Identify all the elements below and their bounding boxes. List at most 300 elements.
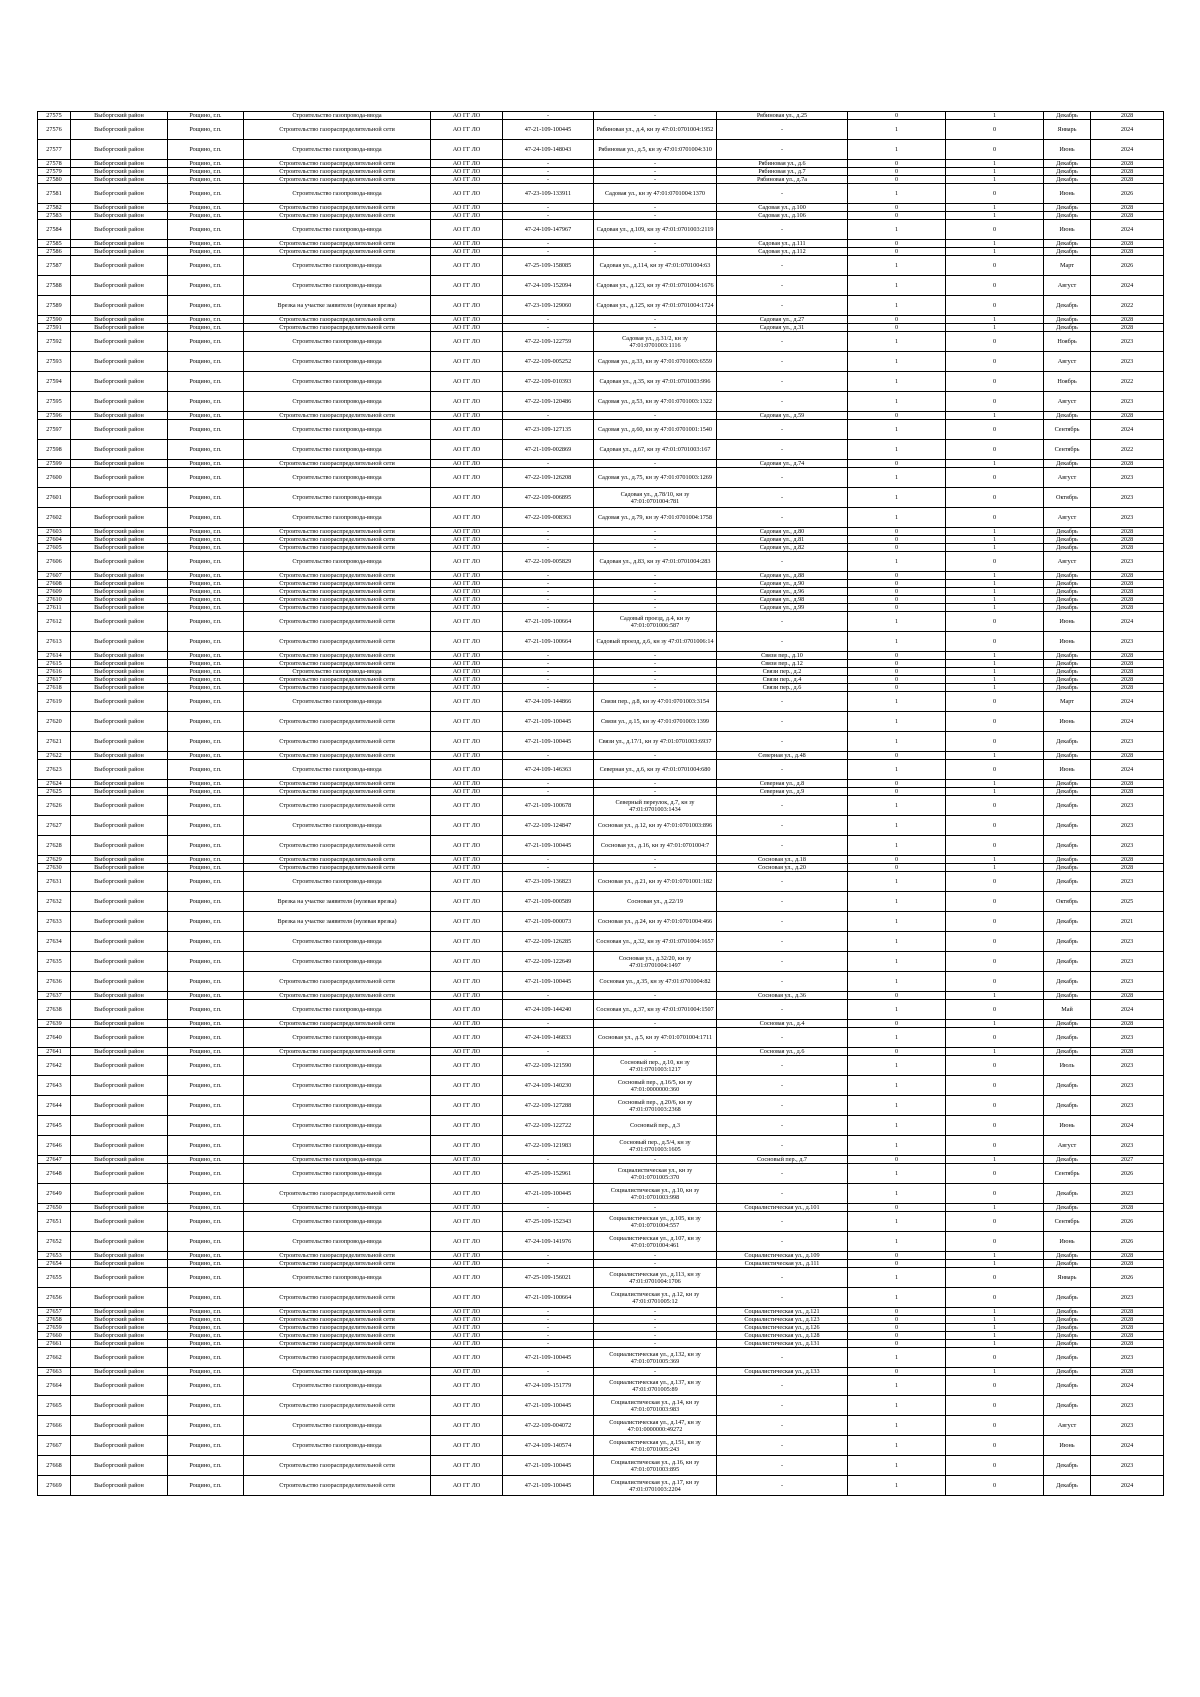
cell-month: Декабрь <box>1044 660 1091 668</box>
cell-district: Выборгский район <box>71 1096 168 1116</box>
cell-row-number: 27602 <box>38 508 71 528</box>
cell-row-number: 27591 <box>38 324 71 332</box>
table-row <box>38 752 1164 760</box>
cell-row-number: 27583 <box>38 212 71 220</box>
table-row <box>38 240 1164 248</box>
cell-district: Выборгский район <box>71 596 168 604</box>
cell-row-number: 27623 <box>38 760 71 780</box>
cell-request-number: - <box>503 1252 594 1260</box>
cell-district: Выборгский район <box>71 604 168 612</box>
cell-request-number: - <box>503 1156 594 1164</box>
cell-month: Октябрь <box>1044 892 1091 912</box>
cell-count-a: 1 <box>848 796 946 816</box>
cell-settlement: Рощино, г.п. <box>168 392 244 412</box>
cell-organization: АО ГГ ЛО <box>431 712 503 732</box>
cell-count-a: 1 <box>848 760 946 780</box>
cell-organization: АО ГГ ЛО <box>431 580 503 588</box>
cell-work-type: Строительство газопровода-ввода <box>244 1056 431 1076</box>
cell-count-a: 0 <box>848 412 946 420</box>
cell-district: Выборгский район <box>71 632 168 652</box>
table-row <box>38 1116 1164 1136</box>
cell-month: Июнь <box>1044 612 1091 632</box>
table-body <box>38 112 1164 1496</box>
cell-object-address: Северная ул., д.9 <box>717 788 848 796</box>
cell-applicant-address: Садовый проезд, д.4, кн зу 47:01:0701006:587 <box>594 612 717 632</box>
cell-object-address: - <box>717 912 848 932</box>
cell-request-number: 47-24-109-140574 <box>503 1436 594 1456</box>
cell-row-number: 27624 <box>38 780 71 788</box>
cell-request-number: 47-24-109-144240 <box>503 1000 594 1020</box>
cell-row-number: 27625 <box>38 788 71 796</box>
cell-work-type: Строительство газораспределительной сети <box>244 544 431 552</box>
cell-request-number: - <box>503 652 594 660</box>
cell-count-a: 1 <box>848 1376 946 1396</box>
cell-count-a: 1 <box>848 296 946 316</box>
cell-object-address: - <box>717 732 848 752</box>
cell-object-address: - <box>717 1232 848 1252</box>
cell-year: 2024 <box>1091 140 1164 160</box>
cell-object-address: Садовая ул., д.112 <box>717 248 848 256</box>
cell-settlement: Рощино, г.п. <box>168 324 244 332</box>
cell-request-number: - <box>503 1368 594 1376</box>
cell-district: Выборгский район <box>71 316 168 324</box>
cell-work-type: Строительство газораспределительной сети <box>244 324 431 332</box>
cell-organization: АО ГГ ЛО <box>431 220 503 240</box>
cell-organization: АО ГГ ЛО <box>431 176 503 184</box>
cell-district: Выборгский район <box>71 752 168 760</box>
cell-count-a: 0 <box>848 168 946 176</box>
cell-request-number: - <box>503 788 594 796</box>
cell-count-a: 0 <box>848 668 946 676</box>
table-row <box>38 676 1164 684</box>
cell-district: Выборгский район <box>71 508 168 528</box>
cell-district: Выборгский район <box>71 332 168 352</box>
cell-count-a: 0 <box>848 544 946 552</box>
cell-month: Июнь <box>1044 1116 1091 1136</box>
cell-applicant-address: Социалистическая ул., д.113, кн зу 47:01:0701004:1706 <box>594 1268 717 1288</box>
cell-count-a: 0 <box>848 588 946 596</box>
cell-request-number: - <box>503 528 594 536</box>
cell-district: Выборгский район <box>71 352 168 372</box>
cell-district: Выборгский район <box>71 1136 168 1156</box>
cell-year: 2028 <box>1091 1020 1164 1028</box>
cell-settlement: Рощино, г.п. <box>168 1204 244 1212</box>
cell-applicant-address: Сосновая ул., д.21, кн зу 47:01:0701001:182 <box>594 872 717 892</box>
cell-count-a: 1 <box>848 1436 946 1456</box>
cell-year: 2028 <box>1091 544 1164 552</box>
cell-object-address: - <box>717 372 848 392</box>
cell-count-a: 1 <box>848 372 946 392</box>
cell-row-number: 27598 <box>38 440 71 460</box>
cell-applicant-address: - <box>594 168 717 176</box>
cell-settlement: Рощино, г.п. <box>168 732 244 752</box>
cell-row-number: 27585 <box>38 240 71 248</box>
cell-district: Выборгский район <box>71 1340 168 1348</box>
table-row <box>38 796 1164 816</box>
cell-work-type: Строительство газопровода-ввода <box>244 184 431 204</box>
table-row <box>38 120 1164 140</box>
cell-district: Выборгский район <box>71 864 168 872</box>
cell-month: Декабрь <box>1044 112 1091 120</box>
table-row <box>38 256 1164 276</box>
cell-request-number: 47-21-109-100445 <box>503 712 594 732</box>
cell-month: Август <box>1044 392 1091 412</box>
cell-month: Декабрь <box>1044 1184 1091 1204</box>
cell-organization: АО ГГ ЛО <box>431 1056 503 1076</box>
cell-object-address: Сосновая ул., д.6 <box>717 1048 848 1056</box>
cell-organization: АО ГГ ЛО <box>431 684 503 692</box>
cell-organization: АО ГГ ЛО <box>431 1076 503 1096</box>
cell-count-a: 1 <box>848 1456 946 1476</box>
cell-district: Выборгский район <box>71 1332 168 1340</box>
cell-request-number: 47-22-109-005252 <box>503 352 594 372</box>
cell-district: Выборгский район <box>71 276 168 296</box>
cell-year: 2028 <box>1091 1204 1164 1212</box>
cell-row-number: 27666 <box>38 1416 71 1436</box>
cell-district: Выборгский район <box>71 892 168 912</box>
cell-row-number: 27629 <box>38 856 71 864</box>
cell-count-b: 0 <box>946 732 1044 752</box>
cell-applicant-address: - <box>594 1316 717 1324</box>
cell-object-address: - <box>717 1376 848 1396</box>
cell-settlement: Рощино, г.п. <box>168 692 244 712</box>
cell-request-number: 47-24-109-140230 <box>503 1076 594 1096</box>
table-row <box>38 1348 1164 1368</box>
cell-organization: АО ГГ ЛО <box>431 1368 503 1376</box>
cell-applicant-address: Сосновая ул., д.12, кн зу 47:01:0701003:896 <box>594 816 717 836</box>
cell-applicant-address: Садовый проезд, д.6, кн зу 47:01:0701006:14 <box>594 632 717 652</box>
cell-count-b: 0 <box>946 420 1044 440</box>
cell-object-address: - <box>717 508 848 528</box>
cell-request-number: - <box>503 324 594 332</box>
table-row <box>38 1324 1164 1332</box>
cell-year: 2023 <box>1091 796 1164 816</box>
cell-organization: АО ГГ ЛО <box>431 972 503 992</box>
table-row <box>38 816 1164 836</box>
cell-applicant-address: - <box>594 204 717 212</box>
cell-request-number: - <box>503 212 594 220</box>
cell-month: Декабрь <box>1044 588 1091 596</box>
cell-row-number: 27661 <box>38 1340 71 1348</box>
cell-settlement: Рощино, г.п. <box>168 1028 244 1048</box>
cell-count-b: 1 <box>946 1308 1044 1316</box>
cell-object-address: - <box>717 140 848 160</box>
cell-year: 2024 <box>1091 760 1164 780</box>
cell-district: Выборгский район <box>71 572 168 580</box>
cell-object-address: - <box>717 760 848 780</box>
cell-district: Выборгский район <box>71 140 168 160</box>
cell-organization: АО ГГ ЛО <box>431 1332 503 1340</box>
cell-count-b: 1 <box>946 1332 1044 1340</box>
cell-applicant-address: - <box>594 668 717 676</box>
cell-work-type: Строительство газораспределительной сети <box>244 992 431 1000</box>
cell-count-a: 1 <box>848 952 946 972</box>
cell-district: Выборгский район <box>71 1020 168 1028</box>
cell-count-a: 0 <box>848 248 946 256</box>
cell-organization: АО ГГ ЛО <box>431 836 503 856</box>
cell-row-number: 27648 <box>38 1164 71 1184</box>
cell-settlement: Рощино, г.п. <box>168 796 244 816</box>
cell-organization: АО ГГ ЛО <box>431 440 503 460</box>
cell-row-number: 27587 <box>38 256 71 276</box>
cell-count-a: 1 <box>848 1000 946 1020</box>
cell-request-number: 47-24-109-147967 <box>503 220 594 240</box>
cell-year: 2028 <box>1091 1332 1164 1340</box>
cell-settlement: Рощино, г.п. <box>168 220 244 240</box>
cell-month: Июнь <box>1044 140 1091 160</box>
cell-object-address: Садовая ул., д.81 <box>717 536 848 544</box>
cell-count-a: 1 <box>848 1476 946 1496</box>
cell-settlement: Рощино, г.п. <box>168 1368 244 1376</box>
cell-settlement: Рощино, г.п. <box>168 1348 244 1368</box>
cell-month: Декабрь <box>1044 780 1091 788</box>
cell-district: Выборгский район <box>71 992 168 1000</box>
cell-row-number: 27659 <box>38 1324 71 1332</box>
cell-row-number: 27669 <box>38 1476 71 1496</box>
cell-year: 2028 <box>1091 668 1164 676</box>
table-row <box>38 1076 1164 1096</box>
cell-count-a: 0 <box>848 1204 946 1212</box>
cell-work-type: Строительство газораспределительной сети <box>244 596 431 604</box>
cell-work-type: Строительство газопровода-ввода <box>244 668 431 676</box>
cell-applicant-address: Сосновая ул., д.32, кн зу 47:01:0701004:1657 <box>594 932 717 952</box>
cell-count-b: 1 <box>946 788 1044 796</box>
cell-organization: АО ГГ ЛО <box>431 1268 503 1288</box>
cell-organization: АО ГГ ЛО <box>431 692 503 712</box>
cell-work-type: Строительство газопровода-ввода <box>244 140 431 160</box>
cell-organization: АО ГГ ЛО <box>431 168 503 176</box>
table-row <box>38 892 1164 912</box>
cell-month: Декабрь <box>1044 316 1091 324</box>
cell-district: Выборгский район <box>71 1260 168 1268</box>
cell-applicant-address: Сосновый пер., д.5/4, кн зу 47:01:0701003:1605 <box>594 1136 717 1156</box>
cell-settlement: Рощино, г.п. <box>168 580 244 588</box>
cell-count-a: 0 <box>848 324 946 332</box>
cell-work-type: Строительство газораспределительной сети <box>244 204 431 212</box>
cell-district: Выборгский район <box>71 1252 168 1260</box>
cell-request-number: 47-21-109-100445 <box>503 1396 594 1416</box>
cell-object-address: Садовая ул., д.31 <box>717 324 848 332</box>
cell-applicant-address: Социалистическая ул., д.16, кн зу 47:01:0701003:895 <box>594 1456 717 1476</box>
cell-month: Декабрь <box>1044 652 1091 660</box>
cell-work-type: Строительство газораспределительной сети <box>244 412 431 420</box>
cell-count-b: 1 <box>946 596 1044 604</box>
cell-row-number: 27646 <box>38 1136 71 1156</box>
cell-district: Выборгский район <box>71 220 168 240</box>
cell-year: 2024 <box>1091 276 1164 296</box>
cell-row-number: 27596 <box>38 412 71 420</box>
cell-applicant-address: - <box>594 1204 717 1212</box>
cell-settlement: Рощино, г.п. <box>168 892 244 912</box>
cell-object-address: - <box>717 120 848 140</box>
cell-organization: АО ГГ ЛО <box>431 604 503 612</box>
cell-object-address: Социалистическая ул., д.101 <box>717 1204 848 1212</box>
table-row <box>38 276 1164 296</box>
cell-object-address: - <box>717 632 848 652</box>
cell-organization: АО ГГ ЛО <box>431 552 503 572</box>
cell-count-a: 0 <box>848 992 946 1000</box>
cell-applicant-address: Садовая ул., д.125, кн зу 47:01:0701004:1724 <box>594 296 717 316</box>
cell-settlement: Рощино, г.п. <box>168 1316 244 1324</box>
cell-request-number: - <box>503 668 594 676</box>
cell-district: Выборгский район <box>71 972 168 992</box>
cell-district: Выборгский район <box>71 612 168 632</box>
cell-district: Выборгский район <box>71 1164 168 1184</box>
cell-count-b: 1 <box>946 544 1044 552</box>
cell-request-number: - <box>503 1260 594 1268</box>
cell-applicant-address: Сосновый пер., д.16/5, кн зу 47:01:0000000:360 <box>594 1076 717 1096</box>
cell-row-number: 27584 <box>38 220 71 240</box>
cell-request-number: - <box>503 544 594 552</box>
cell-row-number: 27594 <box>38 372 71 392</box>
cell-object-address: - <box>717 420 848 440</box>
cell-organization: АО ГГ ЛО <box>431 632 503 652</box>
cell-object-address: - <box>717 1456 848 1476</box>
cell-settlement: Рощино, г.п. <box>168 780 244 788</box>
cell-request-number: 47-22-109-126285 <box>503 932 594 952</box>
cell-object-address: Социалистическая ул., д.128 <box>717 1332 848 1340</box>
cell-request-number: 47-22-109-127288 <box>503 1096 594 1116</box>
cell-count-b: 0 <box>946 1232 1044 1252</box>
cell-row-number: 27607 <box>38 572 71 580</box>
cell-applicant-address: Рябиновая ул., д.5, кн зу 47:01:0701004:310 <box>594 140 717 160</box>
cell-organization: АО ГГ ЛО <box>431 1164 503 1184</box>
cell-organization: АО ГГ ЛО <box>431 1020 503 1028</box>
cell-work-type: Строительство газораспределительной сети <box>244 732 431 752</box>
cell-request-number: 47-25-109-152961 <box>503 1164 594 1184</box>
cell-year: 2028 <box>1091 1252 1164 1260</box>
cell-row-number: 27580 <box>38 176 71 184</box>
table-row <box>38 168 1164 176</box>
cell-month: Декабрь <box>1044 528 1091 536</box>
cell-settlement: Рощино, г.п. <box>168 912 244 932</box>
cell-object-address: Садовая ул., д.82 <box>717 544 848 552</box>
cell-organization: АО ГГ ЛО <box>431 1416 503 1436</box>
cell-year: 2022 <box>1091 296 1164 316</box>
cell-object-address: - <box>717 1212 848 1232</box>
cell-request-number: 47-22-109-122649 <box>503 952 594 972</box>
cell-district: Выборгский район <box>71 732 168 752</box>
cell-applicant-address: Садовая ул., д.33, кн зу 47:01:0701003:6559 <box>594 352 717 372</box>
cell-count-b: 0 <box>946 952 1044 972</box>
cell-year: 2024 <box>1091 1000 1164 1020</box>
cell-year: 2023 <box>1091 468 1164 488</box>
table-row <box>38 1316 1164 1324</box>
cell-month: Декабрь <box>1044 572 1091 580</box>
cell-count-a: 1 <box>848 352 946 372</box>
cell-month: Май <box>1044 1000 1091 1020</box>
cell-settlement: Рощино, г.п. <box>168 1048 244 1056</box>
cell-request-number: - <box>503 596 594 604</box>
cell-applicant-address: Рябиновая ул., д.4, кн зу 47:01:0701004:1952 <box>594 120 717 140</box>
cell-year: 2025 <box>1091 892 1164 912</box>
table-row <box>38 1204 1164 1212</box>
cell-settlement: Рощино, г.п. <box>168 712 244 732</box>
table-row <box>38 856 1164 864</box>
cell-request-number: - <box>503 780 594 788</box>
cell-work-type: Строительство газопровода-ввода <box>244 1096 431 1116</box>
cell-object-address: - <box>717 952 848 972</box>
cell-organization: АО ГГ ЛО <box>431 596 503 604</box>
table-row <box>38 596 1164 604</box>
cell-work-type: Строительство газораспределительной сети <box>244 1308 431 1316</box>
cell-count-a: 0 <box>848 856 946 864</box>
cell-count-a: 0 <box>848 112 946 120</box>
cell-count-a: 0 <box>848 752 946 760</box>
cell-work-type: Строительство газораспределительной сети <box>244 788 431 796</box>
cell-count-a: 1 <box>848 1232 946 1252</box>
cell-count-a: 0 <box>848 1048 946 1056</box>
cell-year: 2023 <box>1091 1184 1164 1204</box>
cell-request-number: - <box>503 1316 594 1324</box>
cell-work-type: Строительство газопровода-ввода <box>244 1204 431 1212</box>
cell-object-address: - <box>717 468 848 488</box>
cell-work-type: Строительство газораспределительной сети <box>244 316 431 324</box>
cell-count-a: 1 <box>848 1212 946 1232</box>
cell-request-number: - <box>503 580 594 588</box>
cell-count-a: 0 <box>848 1340 946 1348</box>
cell-settlement: Рощино, г.п. <box>168 836 244 856</box>
cell-district: Выборгский район <box>71 536 168 544</box>
cell-district: Выборгский район <box>71 1212 168 1232</box>
cell-applicant-address: Садовая ул., д.75, кн зу 47:01:0701003:1269 <box>594 468 717 488</box>
cell-settlement: Рощино, г.п. <box>168 240 244 248</box>
cell-organization: АО ГГ ЛО <box>431 544 503 552</box>
cell-row-number: 27634 <box>38 932 71 952</box>
table-row <box>38 176 1164 184</box>
table-row <box>38 1332 1164 1340</box>
cell-count-a: 0 <box>848 316 946 324</box>
cell-year: 2028 <box>1091 460 1164 468</box>
cell-district: Выборгский район <box>71 1476 168 1496</box>
cell-row-number: 27578 <box>38 160 71 168</box>
cell-request-number: - <box>503 112 594 120</box>
table-row <box>38 332 1164 352</box>
cell-settlement: Рощино, г.п. <box>168 668 244 676</box>
cell-request-number: - <box>503 240 594 248</box>
cell-row-number: 27651 <box>38 1212 71 1232</box>
cell-count-b: 0 <box>946 1416 1044 1436</box>
cell-month: Ноябрь <box>1044 332 1091 352</box>
cell-count-b: 1 <box>946 660 1044 668</box>
cell-work-type: Строительство газораспределительной сети <box>244 160 431 168</box>
cell-year: 2028 <box>1091 176 1164 184</box>
cell-row-number: 27614 <box>38 652 71 660</box>
cell-count-a: 1 <box>848 1116 946 1136</box>
cell-count-a: 0 <box>848 1316 946 1324</box>
cell-work-type: Строительство газораспределительной сети <box>244 528 431 536</box>
table-row <box>38 780 1164 788</box>
cell-count-b: 1 <box>946 864 1044 872</box>
cell-district: Выборгский район <box>71 676 168 684</box>
cell-count-b: 0 <box>946 1212 1044 1232</box>
cell-count-a: 1 <box>848 468 946 488</box>
cell-row-number: 27652 <box>38 1232 71 1252</box>
cell-applicant-address: Садовая ул., д.60, кн зу 47:01:0701001:1540 <box>594 420 717 440</box>
cell-work-type: Строительство газораспределительной сети <box>244 1332 431 1340</box>
cell-applicant-address: Северный переулок, д.7, кн зу 47:01:0701003:1434 <box>594 796 717 816</box>
cell-settlement: Рощино, г.п. <box>168 632 244 652</box>
cell-year: 2023 <box>1091 1456 1164 1476</box>
cell-count-a: 1 <box>848 552 946 572</box>
cell-month: Декабрь <box>1044 160 1091 168</box>
cell-object-address: - <box>717 612 848 632</box>
cell-request-number: - <box>503 160 594 168</box>
cell-organization: АО ГГ ЛО <box>431 588 503 596</box>
cell-count-b: 1 <box>946 212 1044 220</box>
cell-object-address: Сосновый пер., д.7 <box>717 1156 848 1164</box>
cell-applicant-address: - <box>594 676 717 684</box>
